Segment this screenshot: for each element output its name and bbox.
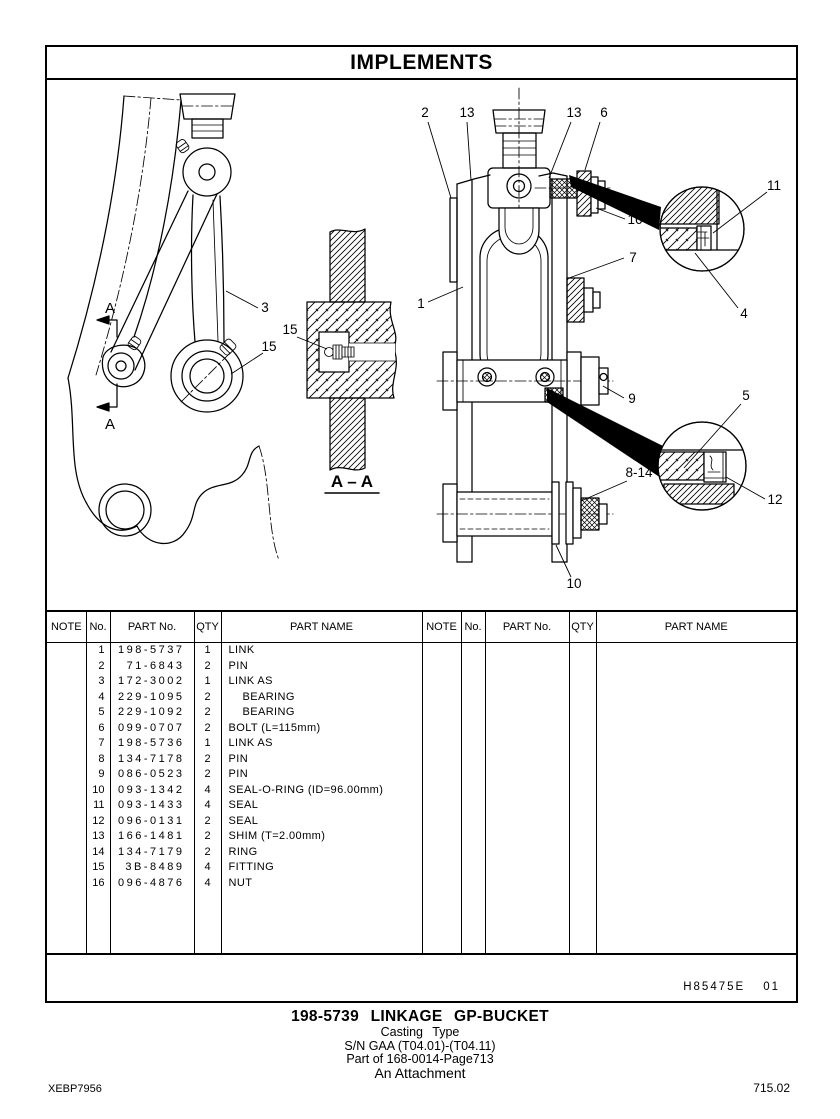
plate-code-band [47, 955, 796, 1001]
title-bar [47, 47, 796, 80]
table-row: 3 172-3002 1 LINK AS [47, 674, 796, 690]
table-row: 2 71-6843 2 PIN [47, 659, 796, 675]
footer-casting-type: Casting Type [380, 1025, 460, 1039]
table-row: 15 3B-8489 4 FITTING [47, 860, 796, 876]
table-row: 14 134-7179 2 RING [47, 845, 796, 861]
page-title: IMPLEMENTS [350, 50, 493, 74]
section-cut-marker [97, 316, 117, 411]
table-row: 9 086-0523 2 PIN [47, 767, 796, 783]
callout-10: 10 [566, 576, 582, 591]
table-row: 1 198-5737 1 LINK [47, 643, 796, 659]
main-frame [45, 45, 798, 1003]
callout-12: 12 [767, 492, 783, 507]
table-row: 16 096-4876 4 NUT [47, 876, 796, 892]
parts-table [47, 610, 796, 955]
callout-4: 4 [740, 306, 748, 321]
callout-2: 2 [421, 105, 429, 120]
table-row: 13 166-1481 2 SHIM (T=2.00mm) [47, 829, 796, 845]
table-header-row [47, 611, 796, 643]
page-number: 715.02 [753, 1081, 790, 1095]
col-header-part-name-2: PART NAME [596, 611, 796, 643]
footer-block [0, 1008, 840, 1080]
footer-serial-range: S/N GAA (T04.01)-(T04.11) [344, 1038, 496, 1053]
table-filler-row [47, 891, 796, 954]
document-number: XEBP7956 [48, 1083, 102, 1095]
callout-15-section: 15 [282, 322, 298, 337]
callout-9: 9 [628, 391, 636, 406]
parts-diagram [47, 80, 796, 610]
callout-16: 16 [627, 212, 643, 227]
col-header-qty-2: QTY [569, 611, 596, 643]
section-view-label: A – A [330, 472, 374, 491]
callout-8-14: 8-14 [625, 465, 653, 480]
table-row: 12 096-0131 2 SEAL [47, 814, 796, 830]
col-header-part-no-2: PART No. [485, 611, 569, 643]
grease-fitting-icon [127, 335, 142, 351]
callout-11: 11 [766, 178, 782, 193]
footer-attachment: An Attachment [374, 1064, 466, 1081]
section-view-aa [307, 229, 396, 493]
col-header-note: NOTE [47, 611, 86, 643]
left-view-linkage [68, 94, 279, 560]
callout-3: 3 [261, 300, 269, 315]
table-row: 4 229-1095 2 BEARING [47, 690, 796, 706]
part-group-title: 198-5739 LINKAGE GP-BUCKET [291, 1008, 549, 1025]
grease-fitting-icon [325, 345, 355, 359]
callout-13b: 13 [566, 105, 582, 120]
col-header-no: No. [86, 611, 110, 643]
plate-revision: 01 [763, 981, 780, 993]
table-row: 6 099-0707 2 BOLT (L=115mm) [47, 721, 796, 737]
col-header-no-2: No. [461, 611, 485, 643]
linkage-drawing [47, 80, 796, 610]
detail-circle-bottom [658, 422, 746, 510]
col-header-part-name: PART NAME [221, 611, 422, 643]
col-header-note-2: NOTE [422, 611, 461, 643]
table-row: 8 134-7178 2 PIN [47, 752, 796, 768]
right-view-link-assembly [437, 88, 613, 562]
callout-5: 5 [742, 388, 750, 403]
table-row: 11 093-1433 4 SEAL [47, 798, 796, 814]
callout-15-left: 15 [261, 339, 277, 354]
table-row: 7 198-5736 1 LINK AS [47, 736, 796, 752]
callout-6: 6 [600, 105, 608, 120]
detail-wedges [547, 175, 663, 478]
callout-1: 1 [417, 296, 425, 311]
callout-7: 7 [629, 250, 637, 265]
col-header-qty: QTY [194, 611, 221, 643]
plate-code: H85475E [683, 981, 746, 993]
callout-13a: 13 [459, 105, 475, 120]
section-arrow-label-top: A [104, 300, 116, 317]
footer-part-of: Part of 168-0014-Page713 [346, 1052, 494, 1066]
table-row: 5 229-1092 2 BEARING [47, 705, 796, 721]
table-row: 10 093-1342 4 SEAL-O-RING (ID=96.00mm) [47, 783, 796, 799]
section-arrow-label-bottom: A [104, 416, 116, 433]
col-header-part-no: PART No. [110, 611, 194, 643]
